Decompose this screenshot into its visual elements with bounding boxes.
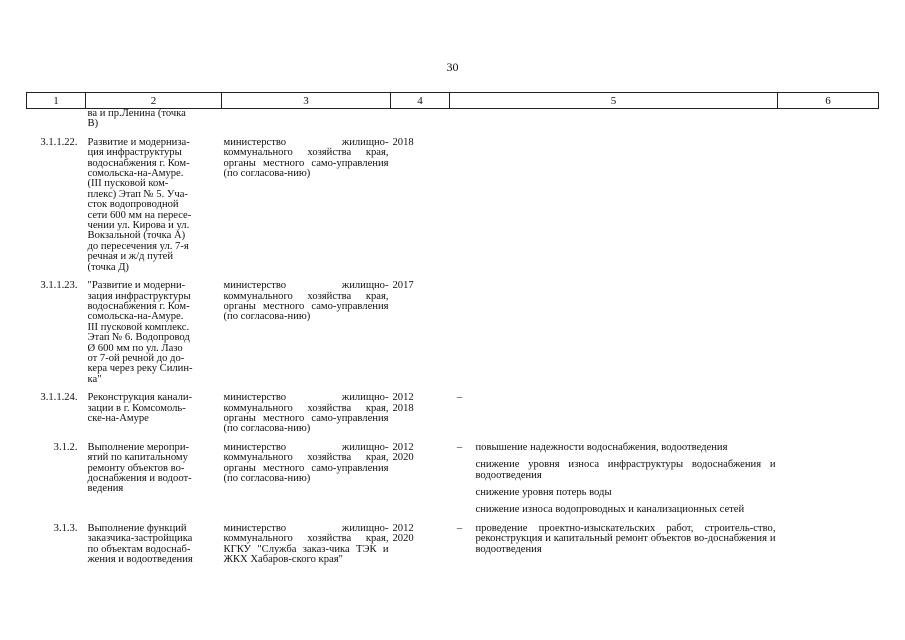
item-note [778,134,879,277]
result-item [450,488,776,498]
item-years: 2017 [392,280,414,292]
table-row [27,439,879,520]
item-name: ва и пр.Ленина (точка В) [87,108,186,130]
item-name: "Развитие и модерни- зация инфраструктуры водоснабжения г. Ком- сомольска-на-Амуре. III пусковой комплекс. Этап № 6. Водопровод Ø 600 мм по ул. Лазо от 7-ой речной до до- кера через реку Силин- ка" [87,280,193,385]
result-item [450,505,776,515]
result-text: проведение проектно-изыскательских работ, строитель-ство, реконструкция и капитальный ремонт объектов во-доснабжения и водоотведения [475,522,776,555]
item-name: Выполнение меропри- ятий по капитальному ремонту объектов во- доснабжения и водоот- ведения [87,441,192,495]
item-number: 3.1.1.23. [40,280,78,292]
item-executor: министерство жилищно-коммунального хозяйства края, органы местного само-управления (по согласова-нию) [223,441,389,484]
item-executor [222,109,391,134]
header-col-5: 5 [450,93,778,109]
result-text: снижение износа водопроводных и канализационных сетей [475,504,745,516]
item-name: Выполнение функций заказчика-застройщика по объектам водоснаб- жения и водоотведения [87,522,193,566]
result-text: снижение уровня износа инфраструктуры водоснабжения и водоотведения [475,459,776,481]
table-row [27,277,879,389]
result-dash: – [456,441,463,453]
result-item [450,443,776,453]
item-note [778,439,879,520]
table-header [27,93,879,109]
result-item [450,460,776,481]
result-text: повышение надежности водоснабжения, водоотведения [475,441,728,453]
header-row [27,93,879,109]
item-executor: министерство жилищно-коммунального хозяйства края, органы местного само-управления (по согласова-нию) [223,136,389,180]
item-number: 3.1.1.24. [40,392,78,404]
item-results [450,439,778,520]
item-note [778,389,879,439]
table-row [27,520,879,570]
header-col-4: 4 [391,93,450,109]
table-row [27,109,879,134]
item-note [778,520,879,570]
result-dash: – [456,522,463,534]
result-text: снижение уровня потерь воды [475,487,612,498]
item-years [391,109,450,134]
item-name: Развитие и модерниза- ция инфраструктуры водоснабжения г. Ком- сомольска-на-Амуре. (III пусковой ком- плекс) Этап № 5. Уча- сток водопроводной сети 600 мм на пересе- чении ул. Кирова и ул. Вокзальной (точка А) до пересечения ул. 7-я речная и ж/д путей (точка Д) [87,136,192,273]
item-number: 3.1.2. [53,441,78,453]
item-note [778,277,879,389]
item-executor: министерство жилищно-коммунального хозяйства края, органы местного само-управления (по согласова-нию) [223,392,389,435]
page-number: 30 [446,60,459,74]
item-results [450,134,778,277]
item-results [450,277,778,389]
item-executor: министерство жилищно-коммунального хозяйства края, органы местного само-управления (по согласова-нию) [223,280,389,323]
item-name: Реконструкция канали- зации в г. Комсомоль- ске-на-Амуре [87,392,193,424]
result-dash: – [456,392,463,404]
item-number [27,109,86,134]
item-years: 2012 2020 [392,441,414,464]
item-note [778,109,879,134]
measures-table [26,92,879,569]
header-col-3: 3 [222,93,391,109]
item-results [450,520,778,570]
item-years: 2012 2018 [392,392,414,414]
table-row [27,134,879,277]
item-executor: министерство жилищно-коммунального хозяйства края, КГКУ "Служба заказ-чика ТЭК и ЖКХ Хабаров-ского края" [223,522,389,566]
result-item [450,524,776,555]
header-col-2: 2 [86,93,222,109]
item-years: 2012 2020 [392,522,414,545]
item-number: 3.1.3. [53,522,78,534]
item-number: 3.1.1.22. [40,136,78,148]
item-years: 2018 [392,136,414,148]
table-body [27,109,879,570]
item-results [450,109,778,134]
header-col-6: 6 [778,93,879,109]
item-results [450,389,778,439]
table-row [27,389,879,439]
header-col-1: 1 [27,93,86,109]
